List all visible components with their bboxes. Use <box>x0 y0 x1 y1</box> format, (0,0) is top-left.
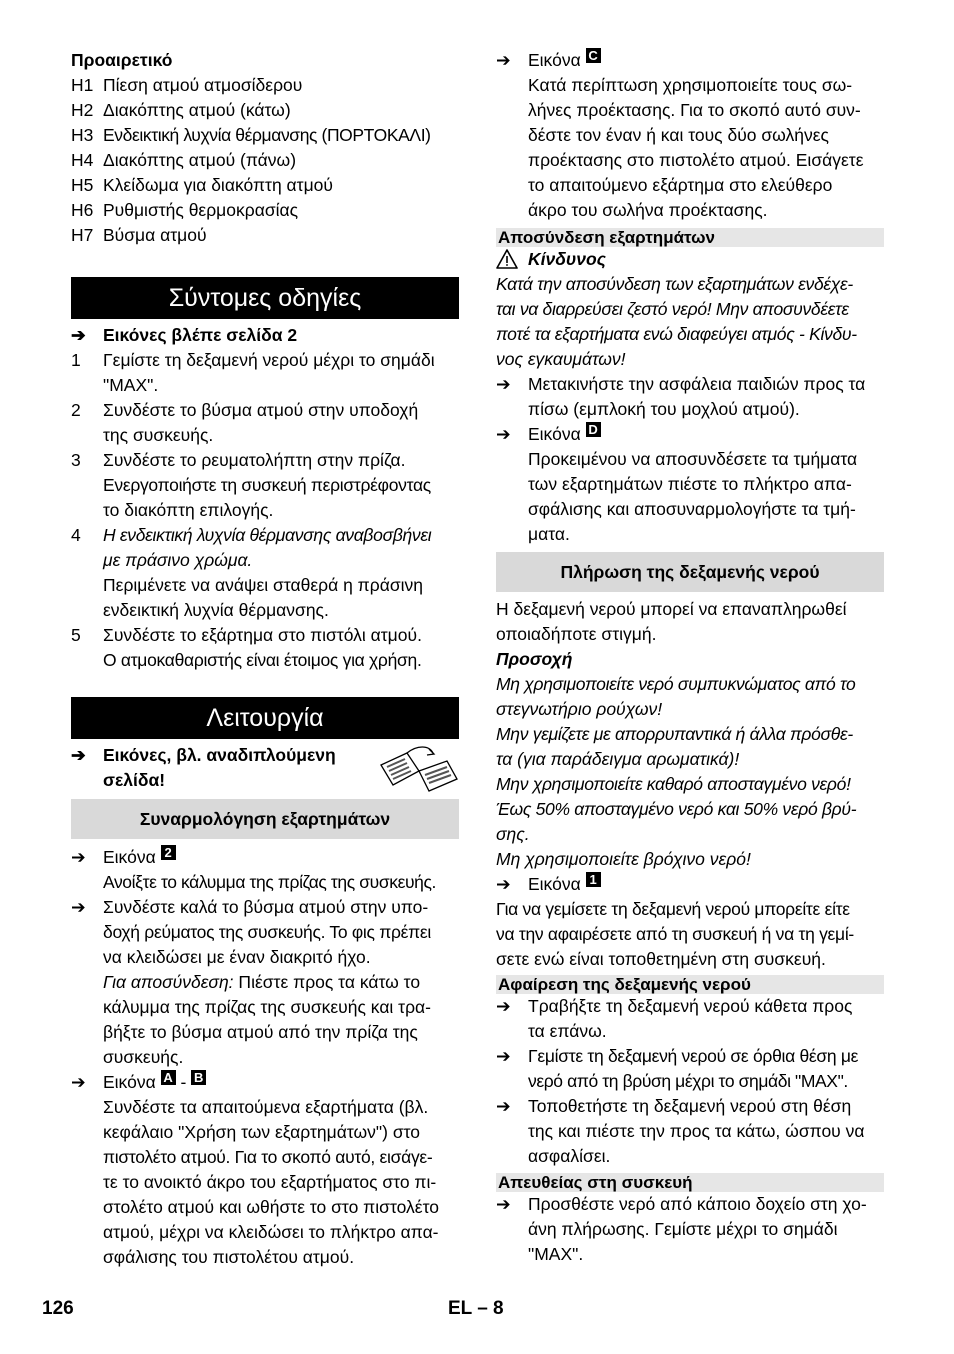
list-item: ➔ Τραβήξτε τη δεξαμενή νερού κάθετα προς <box>496 994 884 1019</box>
right-column: ➔ Εικόνα C Κατά περίπτωση χρησιμοποιείτε τους σω- λήνες προέκτασης. Για το σκοπό αυτό συν- δέστε τον έναν ή και τους δύο σωλήνες προέκτασης στο πιστολέτο ατμού. Εισάγετε το απαιτούμενο εξάρτημα στο ελεύθερο άκρο του σωλήνα προέκτασης. Αποσύνδεση εξαρτημάτων Κίνδυνος Κατά την αποσύνδεση των εξαρτημάτων ενδέχε- ται να διαρρεύσει ζεστό νερό! Μην αποσυνδέετε ποτέ τα εξαρτήματα ενώ διαφεύγει ατμός - Κίνδυ- νος εγκαυμάτων! ➔ Μετακινήστε την ασφάλεια παιδιών προς τα πίσω (εμπλοκή του μοχλού ατμού). ➔ Εικόνα D Προκειμένου να αποσυνδέσετε τα τμήματα των εξαρτημάτων πιέστε το πλήκτρο απα- σφάλισης και αποσυναρμολογήστε τα τμή- ματα. Πλήρωση της δεξαμενής νερού Η δεξαμενή νερού μπορεί να επαναπληρωθεί οποιαδήποτε στιγμή. Προσοχή Μη χρησιμοποιείτε νερό συμπυκνώματος από το στεγνωτήριο ρούχων! Μην γεμίζετε με απορρυπαντικά ή άλλα πρόσθε- τα (για παράδειγμα αρωματικά)! Μην χρησιμοποιείτε καθαρό αποσταγμένο νερό! Έως 50% αποσταγμένο νερό και 50% νερό βρύ- σης. Μη χρησιμοποιείτε βρόχινο νερό! ➔ Εικόνα 1 Για να γεμίσετε τη δεξαμενή νερού μπορείτε είτε να την αφαιρέσετε από τη συσκευή ή να τη γεμί- σετε ενώ είναι τοποθετημένη στη συσκευή. Αφαίρεση της δεξαμενής νερού ➔ Τραβήξτε τη δεξαμενή νερού κάθετα προς τα επάνω. ➔ Γεμίστε τη δεξαμενή νερού σε όρθια θέση με νερό από τη βρύση μέχρι το σημάδι "MAX". ➔ Τοποθετήστε τη δεξαμενή νερού στη θέση της και πιέστε την προς τα κάτω, ώσπου να ασφαλίσει. Απευθείας στη συσκευή ➔ Προσθέστε νερό από κάποιο δοχείο στη χο- άνη πλήρωσης. Γεμίστε μέχρι το σημάδι "MAX". <box>496 48 884 1267</box>
section-title-detach: Αποσύνδεση εξαρτημάτων <box>496 228 884 247</box>
right-arrow-icon: ➔ <box>496 50 511 70</box>
right-arrow-icon: ➔ <box>496 996 511 1016</box>
quick-steps: 1 Γεμίστε τη δεξαμενή νερού μέχρι το σημάδι "MAX". 2 Συνδέστε το βύσμα ατμού στην υποδοχή της συσκευής. 3 Συνδέστε το ρευματολήπτη στην πρίζα. Ενεργοποιήστε τη συσκευή περιστρέφοντας το διακόπτη επιλογής. 4 Η ενδεικτική λυχνία θέρμανσης αναβοσβήνει με πράσινο χρώμα. Περιμένετε να ανάψει σταθερά η πράσινη ενδεικτική λυχνία θέρμανσης. 5 Συνδέστε το εξάρτημα στο πιστόλι ατμού. Ο ατμοκαθαριστής είναι έτοιμος για χρήση. <box>71 348 459 673</box>
list-item: H5 Κλείδωμα για διακόπτη ατμού <box>71 175 333 195</box>
right-arrow-icon: ➔ <box>496 1046 511 1066</box>
child-lock-step: ➔ Μετακινήστε την ασφάλεια παιδιών προς τα <box>496 372 884 397</box>
right-arrow-icon: ➔ <box>71 847 86 867</box>
list-item: 2 Συνδέστε το βύσμα ατμού στην υποδοχή <box>71 400 419 420</box>
list-item: H2 Διακόπτης ατμού (κάτω) <box>71 100 291 120</box>
list-item: ➔ Τοποθετήστε τη δεξαμενή νερού στη θέση <box>496 1094 884 1119</box>
list-item: 5 Συνδέστε το εξάρτημα στο πιστόλι ατμού. <box>71 625 422 645</box>
section-title-operation: Λειτουργία <box>71 697 459 739</box>
list-item: 4 Η ενδεικτική λυχνία θέρμανσης αναβοσβήνει <box>71 525 432 545</box>
list-item: ➔ Γεμίστε τη δεξαμενή νερού σε όρθια θέση με <box>496 1044 884 1069</box>
section-title-remove: Αφαίρεση της δεξαμενής νερού <box>496 975 884 994</box>
right-arrow-icon: ➔ <box>496 1096 511 1116</box>
page-number: 126 <box>42 1298 74 1319</box>
left-column: Προαιρετικό H1 Πίεση ατμού ατμοσίδερου H2 Διακόπτης ατμού (κάτω) H3 Ενδεικτική λυχνία θέρμανσης (ΠΟΡΤΟΚΑΛΙ) H4 Διακόπτης ατμού (πάνω) H5 Κλείδωμα για διακόπτη ατμού H6 Ρυθμιστής θερμοκρασίας H7 Βύσμα ατμού Σύντομες οδηγίες ➔ Εικόνες βλέπε σελίδα 2 1 Γεμίστε τη δεξαμενή νερού μέχρι το σημάδι "MAX". 2 Συνδέστε το βύσμα ατμού στην υποδοχή της συσκευής. 3 Συνδέστε το ρευματολήπτη στην πρίζα. Ενεργοποιήστε τη συσκευή περιστρέφοντας το διακόπτη επιλογής. 4 Η ενδεικτική λυχνία θέρμανσης αναβοσβήνει με πράσινο χρώμα. Περιμένετε να ανάψει σταθερά η πράσινη ενδεικτική λυχνία θέρμανσης. 5 Συνδέστε το εξάρτημα στο πιστόλι ατμού. Ο ατμοκαθαριστής είναι έτοιμος για χρήση. Λειτουργία ➔ Εικόνες, βλ. αναδιπλούμενη σελίδα! Συναρμολόγηση εξαρτημάτων ➔ Εικόνα 2 Ανοίξτε το κάλυμμα της πρίζας της συσκευής. ➔ Συνδέστε καλά το βύσμα ατμού στην υπο- δοχή ρεύματος της συσκευής. Το φις πρέπει να κλειδώσει με έναν διακριτό ήχο. Για αποσύνδεση: Πιέστε προς τα κάτω το κάλυμμα της πρίζας της συσκευής και τρα- βήξτε το βύσμα ατμού από την πρίζα της συσκευής. ➔ Εικόνα A - B Συνδέστε τα απαιτούμενα εξαρτήματα (βλ. κεφάλαιο "Χρήση των εξαρτημάτων") στο πιστολέτο ατμού. Για το σκοπό αυτό, εισάγε- τε το ανοικτό άκρο του εξαρτήματος στο πι- στολέτο ατμού και ωθήστε το στο πιστολέτο ατμού, μέχρι να κλειδώσει το πλήκτρο απα- σφάλισης του πιστολέτου ατμού. <box>71 48 459 1270</box>
caution-label: Προσοχή <box>496 649 573 669</box>
h-items-list <box>71 73 459 248</box>
list-item: H3 Ενδεικτική λυχνία θέρμανσης (ΠΟΡΤΟΚΑΛΙ) <box>71 125 431 145</box>
right-arrow-icon: ➔ <box>496 1194 511 1214</box>
list-item: 1 Γεμίστε τη δεξαμενή νερού μέχρι το σημάδι <box>71 350 435 370</box>
list-item: H6 Ρυθμιστής θερμοκρασίας <box>71 200 299 220</box>
figAB-ref: ➔ Εικόνα A - B <box>71 1070 459 1095</box>
list-item: 3 Συνδέστε το ρευματολήπτη στην πρίζα. <box>71 450 406 470</box>
figD-ref: ➔ Εικόνα D <box>496 422 884 447</box>
list-item: H7 Βύσμα ατμού <box>71 225 207 245</box>
danger-label: Κίνδυνος <box>496 247 884 272</box>
list-item: H4 Διακόπτης ατμού (πάνω) <box>71 150 297 170</box>
open-manual-icon <box>377 745 459 793</box>
right-arrow-icon: ➔ <box>71 325 86 345</box>
connect-step: ➔ Συνδέστε καλά το βύσμα ατμού στην υπο- <box>71 895 459 920</box>
list-item: H1 Πίεση ατμού ατμοσίδερου <box>71 75 303 95</box>
operation-ref: ➔ Εικόνες, βλ. αναδιπλούμενη σελίδα! <box>71 743 459 793</box>
section-title-direct: Απευθείας στη συσκευή <box>496 1173 884 1192</box>
warning-triangle-icon <box>496 249 520 271</box>
section-title-fill: Πλήρωση της δεξαμενής νερού <box>496 552 884 592</box>
optional-heading: Προαιρετικό <box>71 50 173 70</box>
right-arrow-icon: ➔ <box>71 745 86 765</box>
quick-ref: ➔ Εικόνες βλέπε σελίδα 2 <box>71 323 459 348</box>
right-arrow-icon: ➔ <box>496 424 511 444</box>
figC-ref: ➔ Εικόνα C <box>496 48 884 73</box>
fig1-ref: ➔ Εικόνα 1 <box>496 872 884 897</box>
section-title-quick: Σύντομες οδηγίες <box>71 277 459 319</box>
section-marker: EL – 8 <box>448 1298 504 1319</box>
list-item: ➔ Προσθέστε νερό από κάποιο δοχείο στη χο- <box>496 1192 884 1217</box>
right-arrow-icon: ➔ <box>496 874 511 894</box>
right-arrow-icon: ➔ <box>71 1072 86 1092</box>
right-arrow-icon: ➔ <box>496 374 511 394</box>
fig2-ref: ➔ Εικόνα 2 <box>71 845 459 870</box>
right-arrow-icon: ➔ <box>71 897 86 917</box>
section-title-assembly: Συναρμολόγηση εξαρτημάτων <box>71 799 459 839</box>
